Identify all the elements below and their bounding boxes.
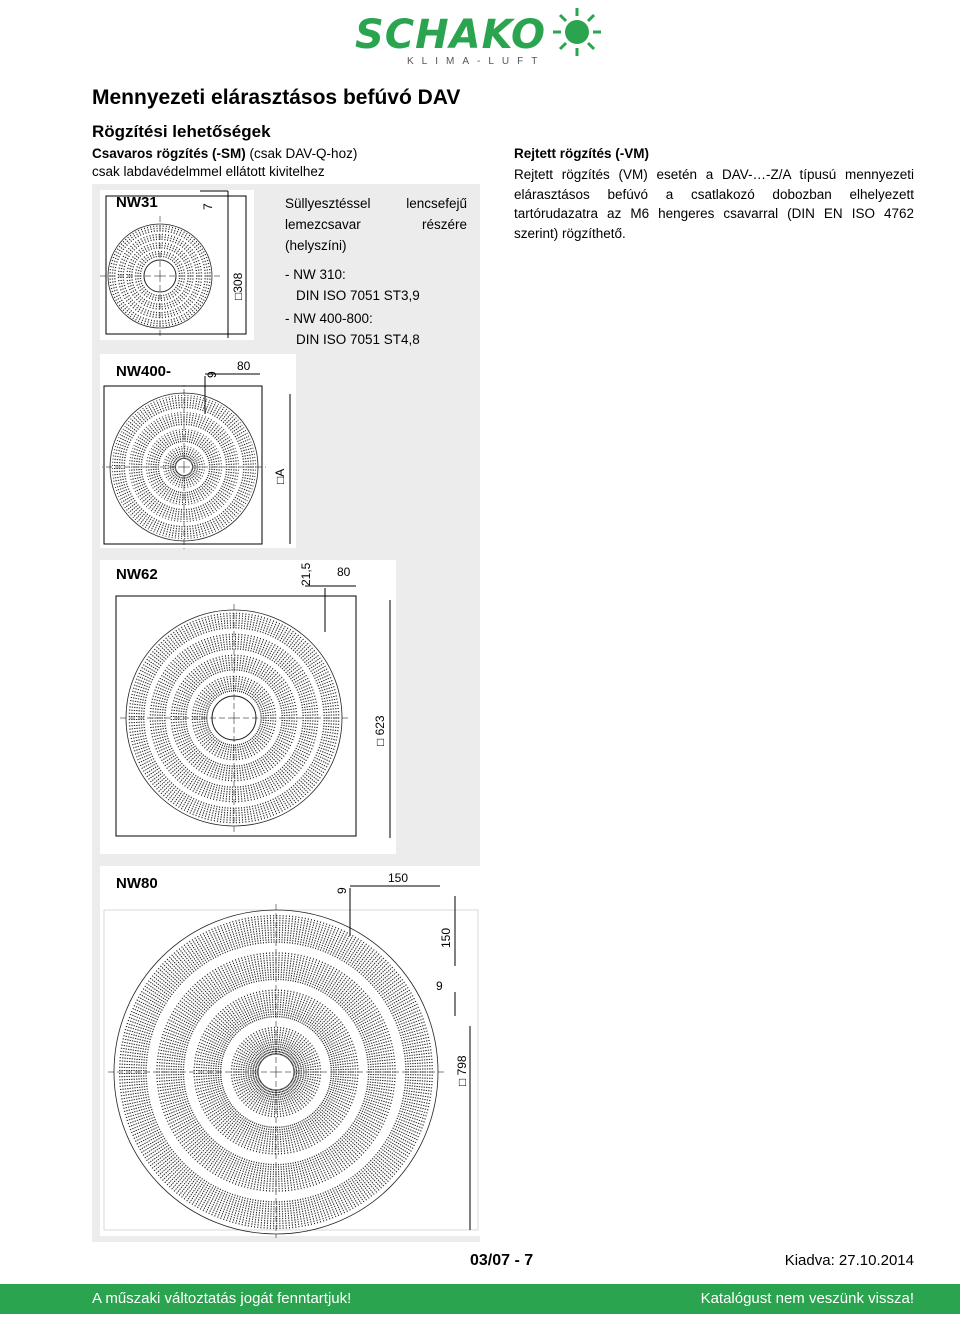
nw62-dim-623: □ 623 [373,715,387,746]
schako-logo [355,4,605,72]
nw80-dim-9-side: 9 [436,979,443,993]
screw-heading-bold: Csavaros rögzítés (-SM) [92,146,246,161]
diagram-nw31 [100,190,260,342]
footer-bar [0,1284,960,1314]
footer-left-text: A műszaki változtatás jogát fenntartjuk! [92,1290,352,1307]
footer-right-text: Katalógust nem veszünk vissza! [700,1290,914,1307]
desc-word1: Süllyesztéssel [285,196,371,211]
nw400-dim-9: 9 [205,371,219,378]
nw31-dim-308: □308 [231,272,245,300]
screw-description [285,193,467,350]
desc-word5: (helyszíni) [285,238,347,253]
logo-sun-icon [551,6,603,58]
desc-word4: részére [421,217,467,232]
nw80-dim-150-v: 150 [439,927,453,948]
page-number: 03/07 - 7 [470,1252,534,1269]
desc-word2: lencsefejű [406,196,467,211]
label-nw62: NW62 [116,566,158,583]
issue-date: Kiadva: 27.10.2014 [784,1252,914,1269]
nw62-dim-80: 80 [337,565,351,579]
desc-item1-a: - NW 310: [285,267,346,282]
page-title: Mennyezeti elárasztásos befúvó DAV [92,86,461,109]
screw-heading-rest: (csak DAV-Q-hoz) [245,146,358,161]
nw31-dim-7: 7 [201,203,215,210]
nw80-dim-150-h: 150 [388,871,409,885]
nw400-dim-a: □A [273,468,287,484]
desc-item1-b: DIN ISO 7051 ST3,9 [296,288,420,303]
hidden-fixing-heading: Rejtett rögzítés (-VM) [514,146,649,161]
label-nw31: NW31 [116,194,158,211]
logo-subtitle: KLIMA-LUFT [407,56,546,67]
diagram-nw400 [100,354,300,550]
desc-word3: lemezcsavar [285,217,361,232]
screw-heading [92,146,357,161]
screw-note: csak labdavédelmmel ellátott kivitelhez [92,164,325,179]
section-subtitle: Rögzítési lehetőségek [92,122,271,141]
label-nw400: NW400- [116,363,172,380]
desc-item2-b: DIN ISO 7051 ST4,8 [296,332,420,347]
hidden-fixing-text: Rejtett rögzítés (VM) esetén a DAV-…-Z/A típusú mennyezeti elárasztásos befúvó a csatlakozó dobozban elhelyezett tartórudazatra az M6 hengeres csavarral (DIN EN ISO 4762 szerint) rögzíthető. [514,167,914,241]
nw400-dim-80: 80 [237,359,251,373]
nw80-dim-9-top: 9 [335,887,349,894]
logo-wordmark: SCHAKO [355,12,547,58]
diagram-nw62 [100,560,400,856]
label-nw80: NW80 [116,875,158,892]
desc-item2-a: - NW 400-800: [285,311,373,326]
nw80-dim-798: □ 798 [455,1055,469,1086]
nw62-dim-21-5: 21,5 [299,562,313,586]
diagram-nw80 [100,866,482,1238]
